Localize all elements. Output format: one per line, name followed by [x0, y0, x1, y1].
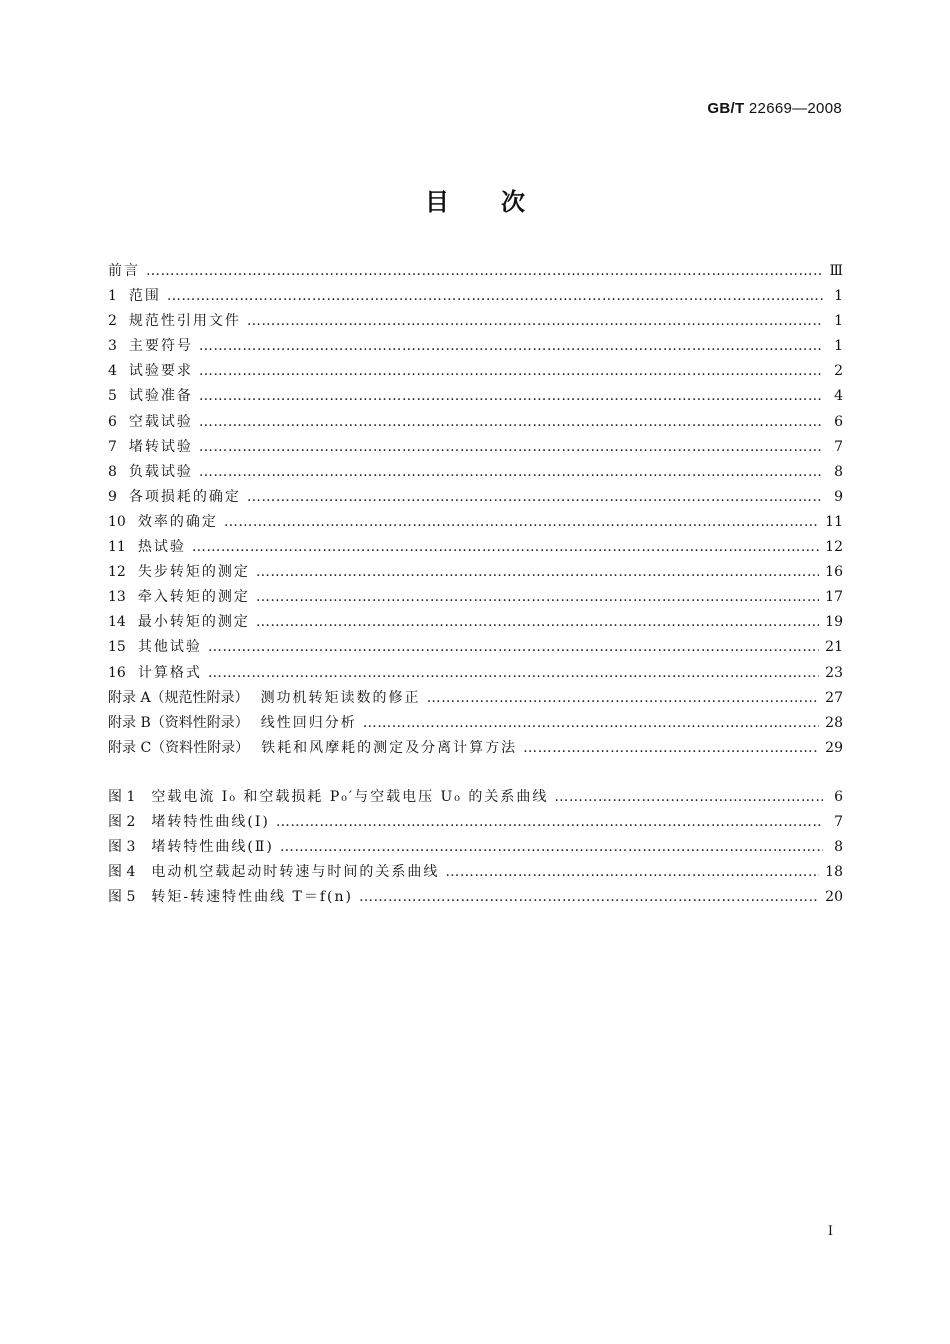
figure-entry-page-number: 20 — [825, 889, 843, 906]
dot-leader — [256, 560, 819, 585]
toc-entry-title: 牵入转矩的测定 — [137, 589, 250, 606]
toc-entry-page-number: 9 — [834, 488, 843, 505]
standard-prefix: GB/T — [707, 100, 745, 117]
toc-entry-number: 11 — [108, 539, 126, 556]
dot-leader — [199, 435, 823, 460]
toc-entry[interactable] — [108, 585, 843, 610]
toc-entry-page-number: 7 — [834, 438, 843, 455]
toc-entry-title: 最小转矩的测定 — [137, 614, 250, 631]
toc-entry[interactable] — [108, 510, 843, 535]
dot-leader — [445, 860, 819, 885]
toc-entry-page-number: 19 — [825, 614, 843, 631]
toc-entry-number: 15 — [108, 639, 126, 656]
toc-entry-page-number: 1 — [834, 288, 843, 305]
toc-entry-title: 计算格式 — [137, 664, 202, 681]
dot-leader — [256, 585, 819, 610]
figure-entry-number: 图 2 — [108, 814, 136, 831]
toc-entry[interactable] — [108, 359, 843, 384]
figure-entry[interactable] — [108, 885, 843, 910]
toc-entry[interactable] — [108, 309, 843, 334]
dot-leader — [224, 510, 819, 535]
figure-entry[interactable] — [108, 835, 843, 860]
toc-entry-page-number: 11 — [825, 513, 843, 530]
toc-entry[interactable] — [108, 661, 843, 686]
figure-entry-title: 空载电流 I₀ 和空载损耗 P₀′与空载电压 U₀ 的关系曲线 — [151, 789, 549, 805]
figure-entry-title: 堵转特性曲线(Ⅰ) — [151, 814, 270, 831]
toc-entry-page-number: 6 — [834, 413, 843, 430]
figure-entry-title: 堵转特性曲线(Ⅱ) — [151, 839, 274, 856]
toc-entry[interactable] — [108, 736, 843, 761]
dot-leader — [199, 384, 823, 409]
figure-entry-number: 图 1 — [108, 789, 136, 805]
toc-entry-title: 其他试验 — [137, 639, 202, 656]
toc-entry[interactable] — [108, 410, 843, 435]
toc-entry-number: 2 — [108, 313, 117, 330]
figure-entry-number: 图 4 — [108, 864, 136, 881]
dot-leader — [167, 284, 823, 309]
dot-leader — [208, 661, 819, 686]
figure-entry[interactable] — [108, 785, 843, 810]
dot-leader — [280, 835, 823, 860]
toc-entry-title: 铁耗和风摩耗的测定及分离计算方法 — [261, 739, 518, 756]
toc-entry-page-number: 28 — [825, 714, 843, 731]
figure-entry-page-number: 6 — [834, 789, 843, 805]
toc-entry[interactable] — [108, 435, 843, 460]
figure-entry[interactable] — [108, 810, 843, 835]
toc-entry-number: 1 — [108, 288, 117, 305]
toc-entry-page-number: Ⅲ — [829, 263, 843, 279]
toc-entry-number: 3 — [108, 338, 117, 355]
standard-code — [707, 100, 842, 117]
toc-entry-title: 热试验 — [137, 539, 186, 556]
figure-entry-number: 图 5 — [108, 889, 136, 906]
toc-entry-page-number: 21 — [825, 639, 843, 656]
page-title — [0, 182, 950, 217]
toc-entry-number: 16 — [108, 664, 126, 681]
toc-entry[interactable] — [108, 485, 843, 510]
toc-entry-title: 线性回归分析 — [260, 714, 357, 731]
title-char-1: 目 — [425, 188, 449, 216]
toc-entry-page-number: 1 — [834, 313, 843, 330]
dot-leader — [199, 334, 823, 359]
dot-leader — [146, 259, 823, 284]
dot-leader — [256, 610, 819, 635]
toc-entry-number: 4 — [108, 363, 117, 380]
figure-entry-title: 电动机空载起动时转速与时间的关系曲线 — [151, 864, 440, 881]
toc-entry-page-number: 27 — [825, 689, 843, 706]
toc-entry-number: 10 — [108, 513, 126, 530]
toc-entry-number: 5 — [108, 388, 117, 405]
toc-entry[interactable] — [108, 711, 843, 736]
toc-entry-number: 8 — [108, 463, 117, 480]
toc-entry-title: 空载试验 — [128, 413, 193, 430]
dot-leader — [363, 711, 819, 736]
dot-leader — [192, 535, 819, 560]
toc-entry-number: 7 — [108, 438, 117, 455]
dot-leader — [427, 686, 820, 711]
toc-entry-number: 附录 C（资料性附录） — [108, 739, 250, 756]
standard-number: 22669—2008 — [748, 100, 842, 117]
toc-entry[interactable] — [108, 284, 843, 309]
toc-entry[interactable] — [108, 460, 843, 485]
toc-entry-number: 附录 A（规范性附录） — [108, 689, 249, 706]
toc-entry-title: 试验准备 — [128, 388, 193, 405]
toc-entry[interactable] — [108, 384, 843, 409]
toc-entry[interactable] — [108, 686, 843, 711]
figure-entry-page-number: 18 — [825, 864, 843, 881]
toc-sections-list — [108, 259, 843, 761]
toc-entry-title: 各项损耗的确定 — [128, 488, 241, 505]
dot-leader — [247, 485, 823, 510]
toc-entry-page-number: 4 — [834, 388, 843, 405]
toc-entry[interactable] — [108, 334, 843, 359]
dot-leader — [199, 460, 823, 485]
toc-entry[interactable] — [108, 535, 843, 560]
toc-entry-number: 9 — [108, 488, 117, 505]
dot-leader — [247, 309, 823, 334]
toc-entry-title: 效率的确定 — [137, 513, 218, 530]
toc-entry[interactable] — [108, 610, 843, 635]
dot-leader — [199, 410, 823, 435]
dot-leader — [208, 635, 819, 660]
title-char-2: 次 — [501, 188, 525, 216]
dot-leader — [359, 885, 819, 910]
toc-entry-page-number: 12 — [825, 539, 843, 556]
figure-entry[interactable] — [108, 860, 843, 885]
toc-entry-number: 14 — [108, 614, 126, 631]
toc-entry-number: 6 — [108, 413, 117, 430]
toc-figures-list — [108, 785, 843, 910]
dot-leader — [199, 359, 823, 384]
toc-entry-title: 失步转矩的测定 — [137, 564, 250, 581]
toc-entry-title: 试验要求 — [128, 363, 193, 380]
toc-entry-page-number: 2 — [834, 363, 843, 380]
dot-leader — [554, 785, 823, 810]
toc-entry-title: 测功机转矩读数的修正 — [260, 689, 421, 706]
toc-entry-number: 附录 B（资料性附录） — [108, 714, 249, 731]
toc-entry-page-number: 29 — [825, 739, 843, 756]
toc-entry[interactable] — [108, 259, 843, 284]
figure-entry-number: 图 3 — [108, 839, 136, 856]
toc-entry-title: 主要符号 — [128, 338, 193, 355]
figure-entry-title: 转矩-转速特性曲线 T＝f(n) — [151, 889, 353, 906]
dot-leader — [276, 810, 823, 835]
page-folio: I — [827, 1224, 833, 1239]
toc-entry[interactable] — [108, 635, 843, 660]
toc-entry-number: 12 — [108, 564, 126, 581]
toc-entry-page-number: 23 — [825, 664, 843, 681]
toc-entry-title: 规范性引用文件 — [128, 313, 241, 330]
figure-entry-page-number: 8 — [834, 839, 843, 856]
toc-entry-page-number: 8 — [834, 463, 843, 480]
figure-entry-page-number: 7 — [834, 814, 843, 831]
toc-entry-title: 负载试验 — [128, 463, 193, 480]
dot-leader — [523, 736, 819, 761]
toc-entry-title: 堵转试验 — [128, 438, 193, 455]
toc-entry-page-number: 17 — [825, 589, 843, 606]
toc-entry-page-number: 16 — [825, 564, 843, 581]
toc-entry-number: 13 — [108, 589, 126, 606]
toc-entry-page-number: 1 — [834, 338, 843, 355]
toc-entry[interactable] — [108, 560, 843, 585]
toc-entry-title: 前言 — [108, 263, 140, 279]
toc-entry-title: 范围 — [128, 288, 161, 305]
